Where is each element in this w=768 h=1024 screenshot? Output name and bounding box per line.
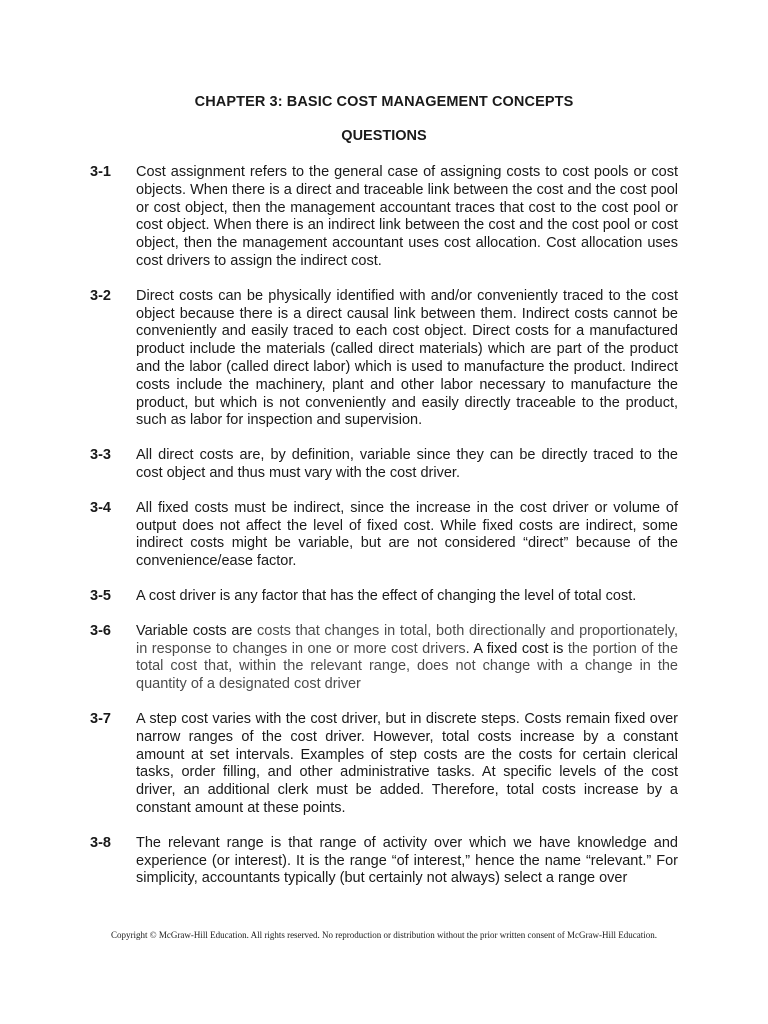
question-3-5 xyxy=(90,588,678,606)
question-3-8 xyxy=(90,835,678,888)
variable-cost-definition: costs that changes in total, both directionally and proportionately, in response to changes in one or more cost drivers xyxy=(136,622,678,657)
chapter-title: CHAPTER 3: BASIC COST MANAGEMENT CONCEPTS xyxy=(194,94,574,110)
question-text xyxy=(136,623,678,694)
question-3-7 xyxy=(90,711,678,818)
question-number: 3-4 xyxy=(90,499,111,516)
question-number: 3-2 xyxy=(90,287,111,304)
question-text: A step cost varies with the cost driver, but in discrete steps. Costs remain fixed over narrow ranges of the cost driver. However, total costs increase by a constant amount at set intervals. Examples of step costs are the costs for certain clerical tasks, order filling, and other administrative tasks. At specific levels of the cost driver, an additional clerk must be added. Therefore, total costs increase by a constant amount at these points. xyxy=(136,710,678,816)
question-text: The relevant range is that range of activity over which we have knowledge and experience (or interest). It is the range “of interest,” hence the name “relevant.” For simplicity, accountants typically (but certainly not always) select a range over xyxy=(136,834,678,887)
question-text: A cost driver is any factor that has the effect of changing the level of total cost. xyxy=(136,587,637,604)
copyright-footer: Copyright © McGraw-Hill Education. All rights reserved. No reproduction or distribution without the prior written consent of McGraw-Hill Education. xyxy=(111,930,657,940)
question-number: 3-6 xyxy=(90,622,111,639)
question-text: All fixed costs must be indirect, since the increase in the cost driver or volume of output does not affect the level of fixed cost. While fixed costs are indirect, some indirect costs might be variable, but are not considered “direct” because of the convenience/ease factor. xyxy=(136,499,678,570)
question-text: Cost assignment refers to the general case of assigning costs to cost pools or cost objects. When there is a direct and traceable link between the cost and the cost pool or cost object, then the management accountant traces that cost to the cost pool or cost object. When there is an indirect link between the cost and the cost pool or cost object, then the management accountant uses cost allocation. Cost allocation uses cost drivers to assign the indirect cost. xyxy=(136,164,678,269)
question-3-3 xyxy=(90,447,678,483)
question-text-part: Variable costs are xyxy=(136,622,258,639)
question-3-2 xyxy=(90,288,678,430)
question-text: Direct costs can be physically identified with and/or conveniently traced to the cost object because there is a direct causal link between them. Indirect costs cannot be conveniently and easily traced to each cost object. Direct costs for a manufactured product include the materials (called direct materials) which are part of the product and the labor (called direct labor) which is used to manufacture the product. Indirect costs include the machinery, plant and other labor necessary to manufacture the product, but which is not conveniently and easily directly traceable to the product, such as labor for inspection and supervision. xyxy=(136,287,678,429)
question-number: 3-8 xyxy=(90,834,111,851)
question-number: 3-1 xyxy=(90,164,111,180)
question-3-6 xyxy=(90,623,678,694)
question-3-4 xyxy=(90,500,678,571)
section-title: QUESTIONS xyxy=(341,128,427,144)
question-text: All direct costs are, by definition, variable since they can be directly traced to the cost object and thus must vary with the cost driver. xyxy=(136,447,678,481)
question-number: 3-3 xyxy=(90,447,111,464)
questions-list xyxy=(90,164,678,905)
question-text-part: . A fixed cost is xyxy=(465,640,568,657)
question-3-1 xyxy=(90,164,678,271)
question-number: 3-5 xyxy=(90,587,111,604)
fixed-cost-definition: the portion of the total cost that, within the relevant range, does not change with a change in the quantity of a designated cost driver xyxy=(136,640,679,693)
question-number: 3-7 xyxy=(90,710,111,727)
